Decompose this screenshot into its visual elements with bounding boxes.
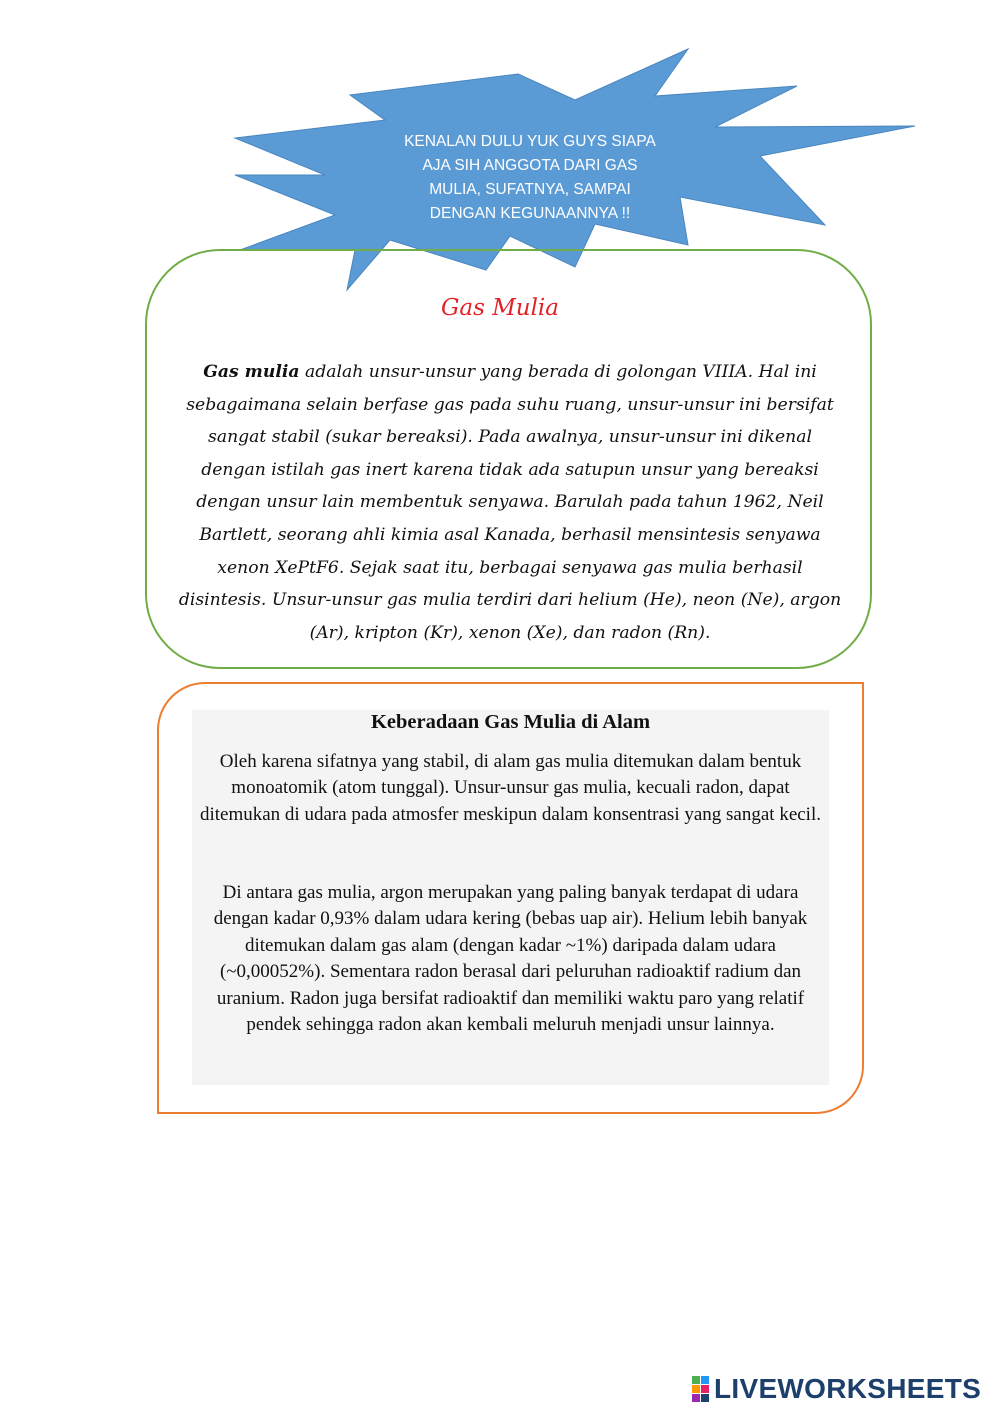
callout-line: DENGAN KEGUNAANNYA !!	[429, 205, 631, 222]
keberadaan-paragraph-1: Oleh karena sifatnya yang stabil, di alam gas mulia ditemukan dalam bentuk monoatomik (atom tunggal). Unsur-unsur gas mulia, kecuali radon, dapat ditemukan di udara pada atmosfer meskipun dalam konsentrasi yang sangat kecil.	[199, 751, 821, 825]
callout-line: AJA SIH ANGGOTA DARI GAS	[422, 157, 638, 174]
gas-mulia-paragraph	[178, 356, 842, 649]
gas-mulia-title: Gas Mulia	[441, 295, 559, 321]
liveworksheets-logo	[692, 1374, 981, 1404]
gas-mulia-text: adalah unsur-unsur yang berada di golongan VIIIA. Hal ini sebagaimana selain berfase gas pada suhu ruang, unsur-unsur ini bersifat sangat stabil (sukar bereaksi). Pada awalnya, unsur-unsur ini dikenal dengan istilah gas inert karena tidak ada satupun unsur yang bereaksi dengan unsur lain membentuk senyawa. Barulah pada tahun 1962, Neil Bartlett, seorang ahli kimia asal Kanada, berhasil mensintesis senyawa xenon XePtF6. Sejak saat itu, berbagai senyawa gas mulia berhasil disintesis. Unsur-unsur gas mulia terdiri dari helium (He), neon (Ne), argon (Ar), kripton (Kr), xenon (Xe), dan radon (Rn).	[178, 362, 842, 643]
keberadaan-title: Keberadaan Gas Mulia di Alam	[370, 711, 651, 733]
keberadaan-paragraph-2: Di antara gas mulia, argon merupakan yang paling banyak terdapat di udara dengan kadar 0,93% dalam udara kering (bebas uap air). Helium lebih banyak ditemukan dalam gas alam (dengan kadar ~1%) daripada dalam udara (~0,00052%). Sementara radon berasal dari peluruhan radioaktif radium dan uranium. Radon juga bersifat radioaktif dan memiliki waktu paro yang relatif pendek sehingga radon akan kembali meluruh menjadi unsur lainnya.	[213, 882, 808, 1036]
callout-line: MULIA, SUFATNYA, SAMPAI	[429, 181, 631, 198]
liveworksheets-logo-text: LIVEWORKSHEETS	[714, 1373, 982, 1404]
liveworksheets-logo-icon	[692, 1376, 709, 1402]
callout-line: KENALAN DULU YUK GUYS SIAPA	[404, 133, 656, 150]
gas-mulia-bold-term: Gas mulia	[203, 362, 300, 382]
callout-text	[385, 130, 675, 226]
